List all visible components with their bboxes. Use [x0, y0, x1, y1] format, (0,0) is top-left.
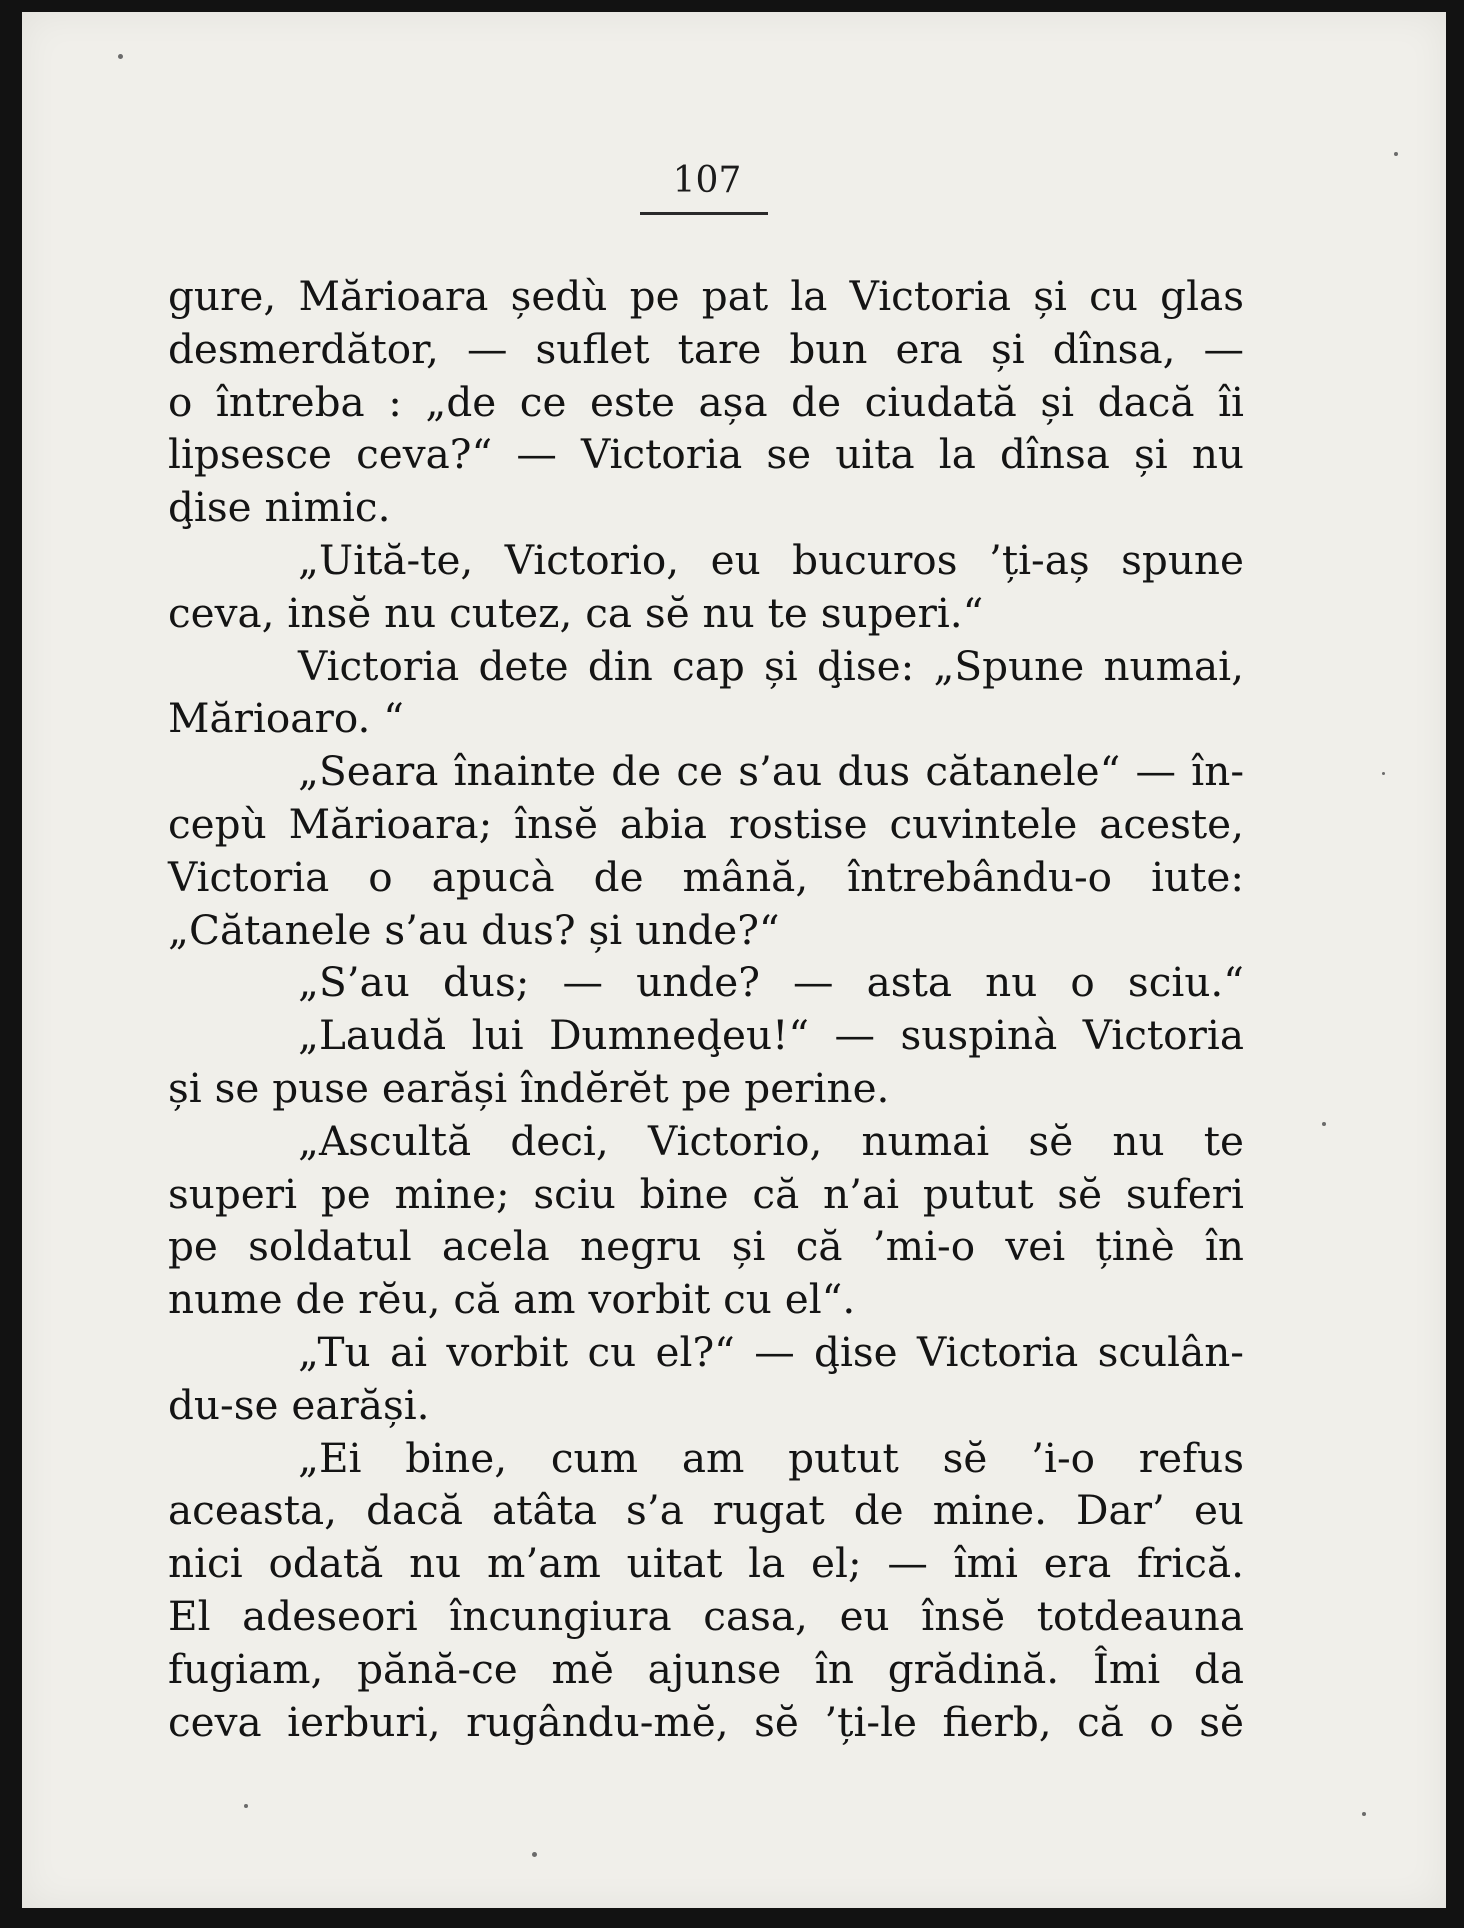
- text-line: du-se earăși.: [168, 1380, 430, 1429]
- text-line: nume de rĕu, că am vorbit cu el“.: [168, 1275, 856, 1324]
- text-line: El adeseori încungiura casa, eu însĕ totdeauna: [168, 1591, 1244, 1640]
- scan-speck: [244, 1804, 248, 1808]
- text-line: aceasta, dacă atâta s’a rugat de mine. Dar’ eu: [168, 1486, 1244, 1535]
- scan-speck: [1382, 772, 1385, 775]
- text-line: „Tu ai vorbit cu el?“ — ḑise Victoria sculân-: [298, 1327, 1244, 1376]
- text-line: „Laudă lui Dumneḑeu!“ — suspinà Victoria: [298, 1011, 1244, 1060]
- text-line: Victoria dete din cap și ḑise: „Spune numai,: [298, 641, 1244, 690]
- text-line: desmerdător, — suflet tare bun era și dînsa, —: [168, 324, 1244, 373]
- page-number-underline: [640, 212, 768, 215]
- text-line: o întreba : „de ce este așa de ciudată și dacă îi: [168, 377, 1244, 426]
- text-line: Mărioaro. “: [168, 694, 404, 743]
- page-number: 107: [672, 160, 742, 201]
- text-line: cepù Mărioara; însĕ abia rostise cuvintele aceste,: [168, 799, 1244, 848]
- scan-speck: [1362, 1812, 1366, 1816]
- text-line: „Uită-te, Victorio, eu bucuros ’ți-aș spune: [298, 535, 1244, 584]
- text-line: Victoria o apucà de mână, întrebându-o iute:: [168, 852, 1244, 901]
- text-line: gure, Mărioara ședù pe pat la Victoria și cu glas: [168, 272, 1244, 320]
- text-line: ceva, insĕ nu cutez, ca sĕ nu te superi.“: [168, 588, 984, 637]
- text-line: nici odată nu m’am uitat la el; — îmi era frică.: [168, 1539, 1244, 1588]
- text-line: ceva ierburi, rugându-mĕ, sĕ ’ți-le fierb, că o sĕ: [168, 1697, 1244, 1746]
- text-line: ḑise nimic.: [168, 483, 391, 532]
- book-page: [22, 12, 1446, 1908]
- text-line: lipsesce ceva?“ — Victoria se uita la dînsa și nu: [168, 430, 1244, 479]
- body-text: [168, 270, 1244, 1748]
- text-line: „Ei bine, cum am putut sĕ ’i-o refus: [298, 1433, 1244, 1482]
- text-line: pe soldatul acela negru și că ’mi-o vei ținè în: [168, 1222, 1244, 1271]
- scan-speck: [532, 1852, 537, 1857]
- text-line: fugiam, pănă-ce mĕ ajunse în grădină. Îmi da: [168, 1644, 1244, 1693]
- scan-speck: [1394, 152, 1398, 156]
- text-line: „S’au dus; — unde? — asta nu o sciu.“: [298, 958, 1244, 1007]
- text-line: „Seara înainte de ce s’au dus cătanele“ — în-: [298, 747, 1244, 796]
- text-line: „Cătanele s’au dus? și unde?“: [168, 905, 780, 954]
- text-line: și se puse earăși îndĕrĕt pe perine.: [168, 1063, 890, 1112]
- text-line: „Ascultă deci, Victorio, numai sĕ nu te: [298, 1116, 1244, 1165]
- scan-speck: [118, 54, 123, 59]
- text-line: superi pe mine; sciu bine că n’ai putut sĕ suferi: [168, 1169, 1244, 1218]
- scan-speck: [1322, 1122, 1326, 1126]
